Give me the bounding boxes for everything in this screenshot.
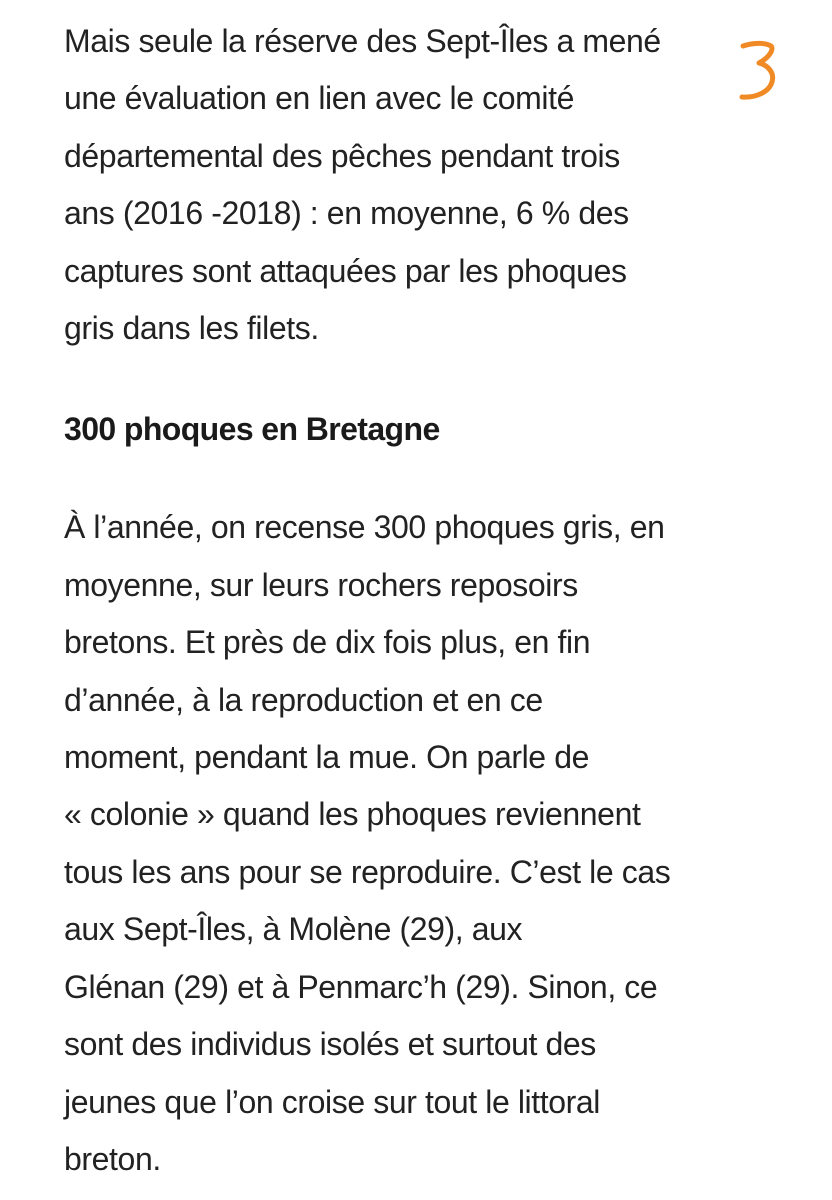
paragraph-line: tous les ans pour se reproduire. C’est le cas: [64, 853, 671, 890]
paragraph-line: une évaluation en lien avec le comité: [64, 80, 574, 117]
paragraph-line: départemental des pêches pendant trois: [64, 137, 620, 174]
article-paragraph: [64, 13, 804, 357]
paragraph-line: « colonie » quand les phoques reviennent: [64, 796, 641, 833]
section-heading: 300 phoques en Bretagne: [64, 411, 440, 448]
paragraph-line: gris dans les filets.: [64, 310, 319, 347]
handwritten-number-annotation: [732, 36, 782, 106]
paragraph-line: moment, pendant la mue. On parle de: [64, 739, 589, 776]
paragraph-line: moyenne, sur leurs rochers reposoirs: [64, 566, 578, 603]
paragraph-line: sont des individus isolés et surtout des: [64, 1026, 596, 1063]
paragraph-line: À l’année, on recense 300 phoques gris, en: [64, 509, 665, 546]
paragraph-line: jeunes que l’on croise sur tout le littoral: [64, 1083, 600, 1120]
article-paragraph: [64, 499, 804, 1188]
paragraph-line: captures sont attaquées par les phoques: [64, 252, 627, 289]
paragraph-line: d’année, à la reproduction et en ce: [64, 681, 543, 718]
paragraph-line: Glénan (29) et à Penmarc’h (29). Sinon, ce: [64, 968, 658, 1005]
article-body: [64, 13, 804, 1188]
paragraph-line: Mais seule la réserve des Sept-Îles a mené: [64, 23, 661, 59]
paragraph-line: breton.: [64, 1140, 161, 1177]
paragraph-line: ans (2016 -2018) : en moyenne, 6 % des: [64, 195, 629, 232]
paragraph-line: bretons. Et près de dix fois plus, en fin: [64, 624, 591, 661]
paragraph-line: aux Sept-Îles, à Molène (29), aux: [64, 911, 523, 948]
